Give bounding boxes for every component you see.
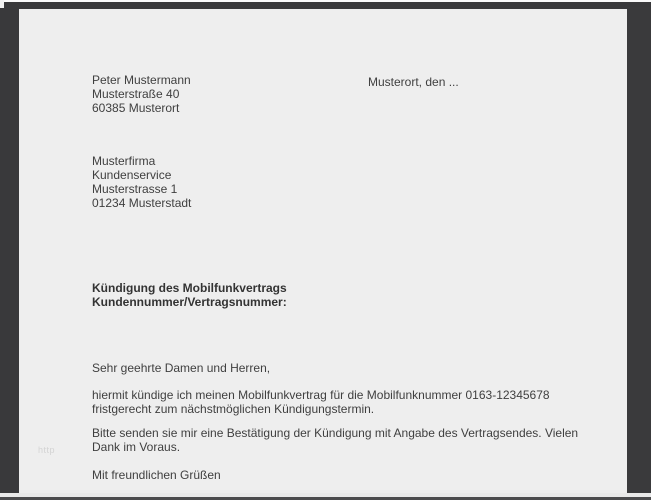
date-line: Musterort, den ... <box>368 75 459 89</box>
subject-block <box>92 281 287 309</box>
sender-address-block <box>92 73 191 115</box>
closing-line: Mit freundlichen Grüßen <box>92 468 221 482</box>
recipient-department: Kundenservice <box>92 168 172 182</box>
faint-watermark: http <box>38 445 56 455</box>
subject-line-2: Kundennummer/Vertragsnummer: <box>92 295 287 309</box>
subject-line-1: Kündigung des Mobilfunkvertrags <box>92 281 287 295</box>
scan-frame-top <box>0 2 651 9</box>
salutation: Sehr geehrte Damen und Herren, <box>92 361 271 375</box>
recipient-company: Musterfirma <box>92 154 156 168</box>
sender-city: 60385 Musterort <box>92 101 180 115</box>
scan-frame-right <box>627 7 651 494</box>
recipient-city: 01234 Musterstadt <box>92 196 192 210</box>
body-paragraph-1: hiermit kündige ich meinen Mobilfunkvertrag für die Mobilfunknummer 0163-12345678 fristgerecht zum nächstmöglichen Kündigungstermin. <box>92 388 550 416</box>
sender-name: Peter Mustermann <box>92 73 191 87</box>
scan-frame-left <box>0 2 19 494</box>
body-paragraph-2: Bitte senden sie mir eine Bestätigung der Kündigung mit Angabe des Vertragsendes. Vielen Dank im Voraus. <box>92 426 579 454</box>
recipient-address-block <box>92 154 191 210</box>
recipient-street: Musterstrasse 1 <box>92 182 178 196</box>
sender-street: Musterstraße 40 <box>92 87 180 101</box>
scan-corner-artifact <box>0 0 4 8</box>
